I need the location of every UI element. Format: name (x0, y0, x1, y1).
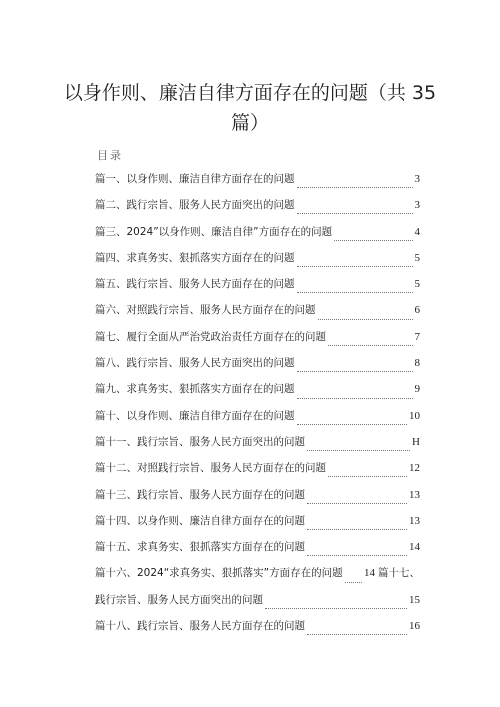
toc-entry-title: 篇十五、求真务实、狠抓落实方面存在的问题 (95, 541, 305, 554)
toc-entry[interactable] (95, 434, 420, 460)
toc-entry[interactable] (95, 276, 420, 302)
toc-leader-dots (307, 502, 407, 504)
toc-entry[interactable] (95, 302, 420, 328)
toc-page-number: 13 (409, 514, 420, 527)
toc-page-number: 3 (414, 199, 420, 212)
toc-leader-dots (307, 449, 410, 451)
toc-entry[interactable] (95, 565, 420, 591)
toc-leader-dots (328, 344, 413, 346)
toc-entry[interactable] (95, 381, 420, 407)
toc-page-number: 8 (414, 357, 420, 370)
toc-page-number: 12 (409, 462, 420, 475)
toc-entry[interactable] (95, 513, 420, 539)
toc-entry-title: 践行宗旨、服务人民方面突出的问题 (95, 593, 263, 606)
toc-heading: 目录 (97, 149, 123, 162)
toc-entry-title: 篇八、践行宗旨、服务人民方面突出的问题 (95, 357, 295, 370)
toc-leader-dots (297, 423, 408, 425)
toc-page-number: 7 (414, 330, 420, 343)
toc-page-number: 6 (414, 304, 420, 317)
toc-page-number: 14 (409, 541, 420, 554)
toc-entry-title: 篇十二、对照践行宗旨、服务人民方面存在的问题 (95, 462, 326, 475)
toc-page-number: 5 (414, 251, 420, 264)
toc-page-number: 15 (409, 593, 420, 606)
toc-page-number: H (412, 435, 420, 448)
toc-leader-dots (297, 186, 413, 188)
document-title: 以身作则、廉洁自律方面存在的问题（共 35 篇） (63, 82, 437, 134)
toc-leader-dots (318, 318, 413, 320)
toc-leader-dots (297, 291, 413, 293)
toc-leader-dots (297, 265, 413, 267)
toc-leader-dots (297, 370, 413, 372)
toc-entry-title: 篇六、对照践行宗旨、服务人民方面存在的问题 (95, 304, 316, 317)
toc-entry[interactable] (95, 460, 420, 486)
toc-leader-dots (307, 554, 407, 556)
toc-leader-dots (334, 239, 412, 241)
toc-leader-dots (307, 528, 407, 530)
table-of-contents (95, 171, 420, 644)
toc-entry-title: 篇十一、践行宗旨、服务人民方面突出的问题 (95, 435, 305, 448)
toc-entry[interactable] (95, 487, 420, 513)
toc-entry[interactable] (95, 592, 420, 618)
toc-page-number: 9 (414, 383, 420, 396)
toc-entry-title: 篇十八、践行宗旨、服务人民方面存在的问题 (95, 620, 305, 633)
toc-entry[interactable] (95, 618, 420, 644)
toc-page-number: 10 (409, 409, 420, 422)
toc-page-number: 13 (409, 488, 420, 501)
toc-leader-dots (297, 212, 413, 214)
toc-leader-dots (265, 607, 407, 609)
toc-page-number: 16 (409, 620, 420, 633)
toc-entry[interactable] (95, 539, 420, 565)
toc-entry[interactable] (95, 171, 420, 197)
toc-entry-title: 篇十四、以身作则、廉洁自律方面存在的问题 (95, 514, 305, 527)
toc-entry-title: 篇四、求真务实、狠抓落实方面存在的问题 (95, 251, 295, 264)
toc-page-number: 5 (414, 278, 420, 291)
toc-entry-title: 篇一、以身作则、廉洁自律方面存在的问题 (95, 173, 295, 185)
toc-leader-dots (345, 581, 362, 583)
toc-entry-title: 篇十六、2024“求真务实、狠抓落实”方面存在的问题 (95, 567, 343, 580)
toc-entry[interactable] (95, 197, 420, 223)
toc-entry[interactable] (95, 355, 420, 381)
toc-page-number: 14 (364, 567, 375, 580)
toc-entry-continuation: 篇十七、 (378, 567, 420, 580)
toc-leader-dots (328, 475, 407, 477)
toc-entry-title: 篇九、求真务实、狠抓落实方面存在的问题 (95, 383, 295, 396)
toc-entry[interactable] (95, 329, 420, 355)
toc-page-number: 4 (414, 225, 420, 238)
toc-entry-title: 篇七、履行全面从严治党政治责任方面存在的问题 (95, 330, 326, 343)
toc-leader-dots (307, 633, 407, 635)
toc-entry-title: 篇五、践行宗旨、服务人民方面存在的问题 (95, 278, 295, 291)
toc-leader-dots (297, 397, 413, 399)
toc-entry[interactable] (95, 408, 420, 434)
toc-entry-title: 篇十三、践行宗旨、服务人民方面存在的问题 (95, 488, 305, 501)
toc-entry[interactable] (95, 250, 420, 276)
toc-entry-title: 篇三、2024”以身作则、廉洁自律”方面存在的问题 (95, 225, 333, 238)
toc-entry-title: 篇二、践行宗旨、服务人民方面突出的问题 (95, 199, 295, 212)
toc-page-number: 3 (414, 173, 420, 185)
toc-entry[interactable] (95, 224, 420, 250)
toc-entry-title: 篇十、以身作则、廉洁自律方面存在的问题 (95, 409, 295, 422)
